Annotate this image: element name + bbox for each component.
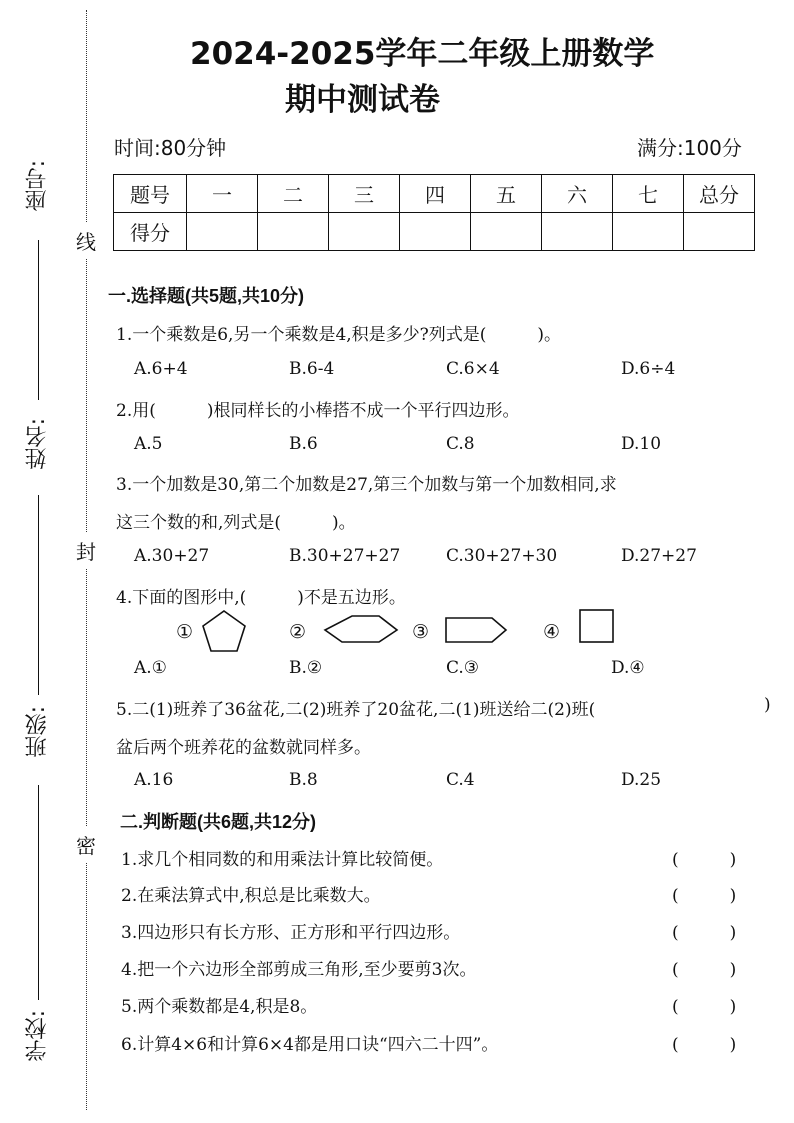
q3-option-d: D.27+27 [621,546,697,566]
seal-char-seal: 封 [76,532,96,569]
judge-item-4: 4.把一个六边形全部剪成三角形,至少要剪3次。 [121,960,477,980]
arrow-pentagon-shape [444,616,508,644]
exam-title: 2024-2025学年二年级上册数学 [190,36,655,72]
score-cell[interactable] [187,213,258,251]
name-underline [38,495,39,695]
q5-option-a: A.16 [134,770,174,790]
judge-item-5: 5.两个乘数都是4,积是8。 [121,997,318,1017]
q3-option-a: A.30+27 [134,546,210,566]
table-cell: 得分 [114,213,187,251]
score-cell[interactable] [471,213,542,251]
score-cell[interactable] [258,213,329,251]
q4-text: 4.下面的图形中,( )不是五边形。 [116,588,406,608]
q2-option-d: D.10 [621,434,662,454]
table-cell: 题号 [114,175,187,213]
judge-answer-6[interactable]: ( ) [672,1035,737,1055]
q3-text-line2: 这三个数的和,列式是( )。 [116,513,356,533]
q4-option-c: C.③ [446,658,480,678]
class-label: 班级: [25,706,50,758]
judge-item-6: 6.计算4×6和计算6×4都是用口诀“四六二十四”。 [121,1035,499,1055]
class-underline [38,785,39,1000]
square-shape [578,608,616,644]
seat-label: 座号: [25,160,50,212]
section1-title: 一.选择题(共5题,共10分) [108,286,305,306]
q3-option-c: C.30+27+30 [446,546,558,566]
shape-label-1: ① [176,621,194,643]
table-cell: 七 [613,175,684,213]
seal-char-secret: 密 [76,826,96,863]
judge-answer-4[interactable]: ( ) [672,960,737,980]
shape-label-2: ② [289,621,307,643]
table-cell: 五 [471,175,542,213]
shape-label-3: ③ [412,621,430,643]
score-cell[interactable] [684,213,755,251]
table-cell: 四 [400,175,471,213]
q5-option-c: C.4 [446,770,475,790]
q2-option-b: B.6 [289,434,318,454]
flat-pentagon-shape [322,613,400,645]
score-table-score-row [114,213,755,251]
q5-option-d: D.25 [621,770,662,790]
table-cell: 三 [329,175,400,213]
judge-item-2: 2.在乘法算式中,积总是比乘数大。 [121,886,381,906]
table-cell: 总分 [684,175,755,213]
q1-option-a: A.6+4 [134,359,188,379]
q1-option-c: C.6×4 [446,359,500,379]
judge-answer-5[interactable]: ( ) [672,997,737,1017]
score-cell[interactable] [329,213,400,251]
table-cell: 六 [542,175,613,213]
judge-answer-3[interactable]: ( ) [672,923,737,943]
q4-option-a: A.① [134,658,167,678]
q4-option-d: D.④ [611,658,645,678]
school-label: 学校: [25,1010,50,1062]
section2-title: 二.判断题(共6题,共12分) [120,812,317,832]
seat-underline [38,240,39,400]
score-cell[interactable] [542,213,613,251]
score-table [113,174,755,251]
q2-option-c: C.8 [446,434,475,454]
judge-answer-2[interactable]: ( ) [672,886,737,906]
shape-label-4: ④ [543,621,561,643]
table-cell: 二 [258,175,329,213]
q2-option-a: A.5 [134,434,163,454]
q3-text-line1: 3.一个加数是30,第二个加数是27,第三个加数与第一个加数相同,求 [116,475,617,495]
exam-subtitle: 期中测试卷 [285,82,440,118]
q1-text: 1.一个乘数是6,另一个乘数是4,积是多少?列式是( )。 [116,325,562,345]
q5-text-line1: 5.二(1)班养了36盆花,二(2)班养了20盆花,二(1)班送给二(2)班( [116,700,596,720]
q5-option-b: B.8 [289,770,318,790]
q1-option-d: D.6÷4 [621,359,676,379]
exam-full-score: 满分:100分 [637,136,742,160]
seal-char-line: 线 [76,222,96,259]
table-cell: 一 [187,175,258,213]
exam-time: 时间:80分钟 [114,136,227,160]
score-cell[interactable] [400,213,471,251]
q2-text: 2.用( )根同样长的小棒搭不成一个平行四边形。 [116,401,520,421]
judge-item-1: 1.求几个相同数的和用乘法计算比较简便。 [121,850,444,870]
score-cell[interactable] [613,213,684,251]
q4-option-b: B.② [289,658,323,678]
q1-option-b: B.6-4 [289,359,335,379]
name-label: 姓名: [25,418,50,470]
q3-option-b: B.30+27+27 [289,546,401,566]
pentagon-shape [200,608,248,654]
judge-answer-1[interactable]: ( ) [672,850,737,870]
score-table-header-row [114,175,755,213]
q5-close-paren: ) [764,695,771,715]
judge-item-3: 3.四边形只有长方形、正方形和平行四边形。 [121,923,461,943]
q5-text-line2: 盆后两个班养花的盆数就同样多。 [116,738,371,758]
